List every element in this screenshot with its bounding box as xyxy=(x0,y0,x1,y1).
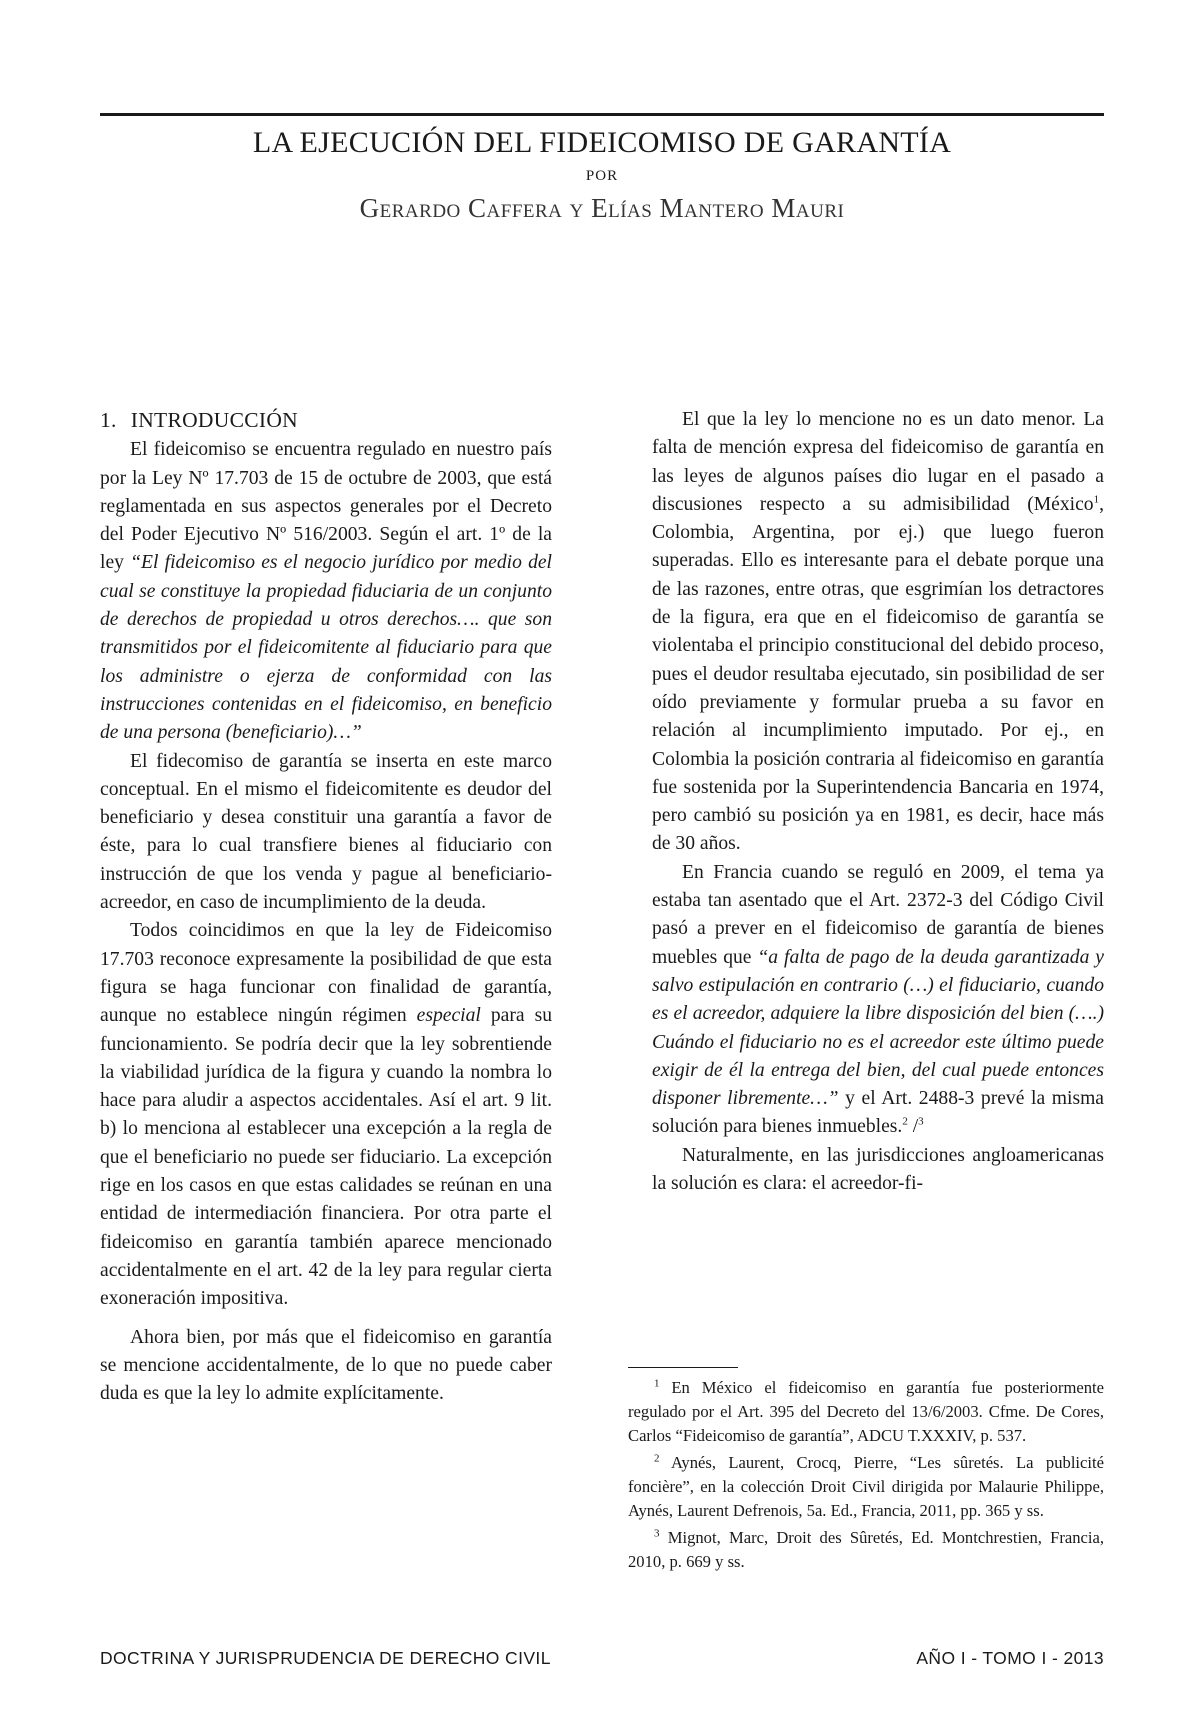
footer-publication: DOCTRINA Y JURISPRUDENCIA DE DERECHO CIVIL xyxy=(100,1648,551,1668)
by-label: POR xyxy=(585,168,619,184)
top-rule xyxy=(100,113,1104,116)
footnote xyxy=(628,1451,1104,1523)
paragraph: Ahora bien, por más que el fideicomiso en garantía se mencione accidentalmente, de lo que no puede caber duda es que la ley lo admite explícitamente. xyxy=(100,1326,552,1405)
paragraph xyxy=(652,859,1104,1142)
footnote-ref[interactable]: 3 xyxy=(918,1115,924,1128)
footnote-number: 1 xyxy=(654,1377,660,1390)
footnotes xyxy=(628,1376,1104,1577)
footer-volume: AÑO I - TOMO I - 2013 xyxy=(916,1648,1104,1668)
paragraph-text: , Colombia, Argentina, por ej.) que luego fueron superadas. Ello es interesante para el debate porque una de las razones, entre otras, que esgrimían los detractores de la figura, era que en el fideicomiso de garantía se violentaba el principio constitucional del debido proceso, pues el deudor resultaba ejecutado, sin posibilidad de ser oído previamente y formular prueba a su favor en relación al incumplimiento imputado. Por ej., en Colombia la posición contraria al fideicomiso en garantía fue sostenida por la Superintendencia Bancaria en 1974, pero cambió su posición ya en 1981, es decir, hace más de 30 años. xyxy=(652,493,1104,855)
left-column xyxy=(100,406,552,1408)
footnote-text: Mignot, Marc, Droit des Sûretés, Ed. Montchrestien, Francia, 2010, p. 669 y ss. xyxy=(628,1528,1104,1571)
separator: / xyxy=(907,1116,919,1138)
right-column xyxy=(652,406,1104,1198)
section-number: 1. xyxy=(100,408,117,432)
footnote-ref[interactable]: 2 xyxy=(902,1115,908,1128)
paragraph-text: y el Art. 2488-3 prevé la misma solución para bienes inmuebles. xyxy=(652,1088,1104,1138)
footnote xyxy=(628,1376,1104,1448)
footnote-text: En México el fideicomiso en garantía fue posteriormente regulado por el Art. 395 del Decreto del 13/6/2003. Cfme. De Cores, Carlos “Fideicomiso de garantía”, ADCU T.XXXIV, p. 537. xyxy=(628,1378,1104,1445)
code-quote: “a falta de pago de la deuda garantizada y salvo estipulación en contrario (…) el fiduciario, cuando es el acreedor, adquiere la libre disposición del bien (….) Cuándo el fiduciario no es el acreedor este último puede exigir de él la entrega del bien, del cual puede entonces disponer libremente…” xyxy=(652,946,1104,1110)
article-authors: Gerardo Caffera y Elías Mantero Mauri xyxy=(359,193,845,223)
footnote-number: 3 xyxy=(654,1527,660,1540)
paragraph-text: para su funcionamiento. Se podría decir que la ley sobrentiende la viabilidad jurídica de la figura y cuando la nombra lo hace para aludir a aspectos accidentales. Así el art. 9 lit. b) lo menciona al establecer una excepción a la regla de que el beneficiario no puede ser fiduciario. La excepción rige en los casos en que estas calidades se reúnan en una entidad de intermediación financiera. Por otra parte el fideicomiso en garantía también aparece mencionado accidentalmente en el art. 42 de la ley para regular cierta exoneración impositiva. xyxy=(100,1005,552,1310)
paragraph xyxy=(652,406,1104,859)
paragraph xyxy=(100,436,552,747)
footnote xyxy=(628,1526,1104,1574)
law-quote: “El fideicomiso es el negocio jurídico por medio del cual se constituye la propiedad fiduciaria de un conjunto de derechos de propiedad u otros derechos…. que son transmitidos por el fideicomitente al fiduciario para que los administre o ejerza de conformidad con las instrucciones contenidas en el fideicomiso, en beneficio de una persona (beneficiario)…” xyxy=(100,552,553,744)
footnote-text: Aynés, Laurent, Crocq, Pierre, “Les sûretés. La publicité foncière”, en la colección Droit Civil dirigida por Malaurie Philippe, Aynés, Laurent Defrenois, 5a. Ed., Francia, 2011, pp. 365 y ss. xyxy=(628,1453,1104,1520)
paragraph xyxy=(100,917,552,1313)
paragraph-text: Todos coincidimos en que la ley de Fideicomiso 17.703 reconoce expresamente la posibilidad de que esta figura se haga funcionar con finalidad de garantía, aunque no establece ningún régimen xyxy=(100,920,552,1027)
paragraph-text: El fideicomiso se encuentra regulado en nuestro país por la Ley Nº 17.703 de 15 de octubre de 2003, que está reglamentada en sus aspectos generales por el Decreto del Poder Ejecutivo Nº 516/2003. Según el art. 1º de la ley xyxy=(100,439,552,574)
paragraph-text: En Francia cuando se reguló en 2009, el tema ya estaba tan asentado que el Art. 2372-3 del Código Civil pasó a prever en el fideicomiso de garantía de bienes muebles que xyxy=(652,861,1104,968)
paragraph: El fidecomiso de garantía se inserta en este marco conceptual. En el mismo el fideicomitente es deudor del beneficiario y desea constituir una garantía a favor de éste, para lo cual transfiere bienes al fiduciario con instrucción de que los venda y pague al beneficiario-acreedor, en caso de incumplimiento de la deuda. xyxy=(100,750,552,914)
paragraph-text: El que la ley lo mencione no es un dato menor. La falta de mención expresa del fideicomiso de garantía en las leyes de algunos países dio lugar en el pasado a discusiones respecto a su admisibilidad (México xyxy=(652,409,1104,515)
section-title: INTRODUCCIÓN xyxy=(130,408,298,432)
footnote-rule xyxy=(628,1367,738,1368)
article-title: LA EJECUCIÓN DEL FIDEICOMISO DE GARANTÍA xyxy=(252,126,952,159)
footnote-ref[interactable]: 1 xyxy=(1093,493,1100,506)
footnote-number: 2 xyxy=(654,1452,660,1465)
paragraph: Naturalmente, en las jurisdicciones angloamericanas la solución es clara: el acreedor-fi- xyxy=(652,1144,1104,1195)
emphasis: especial xyxy=(416,1005,481,1027)
section-heading xyxy=(100,406,552,434)
